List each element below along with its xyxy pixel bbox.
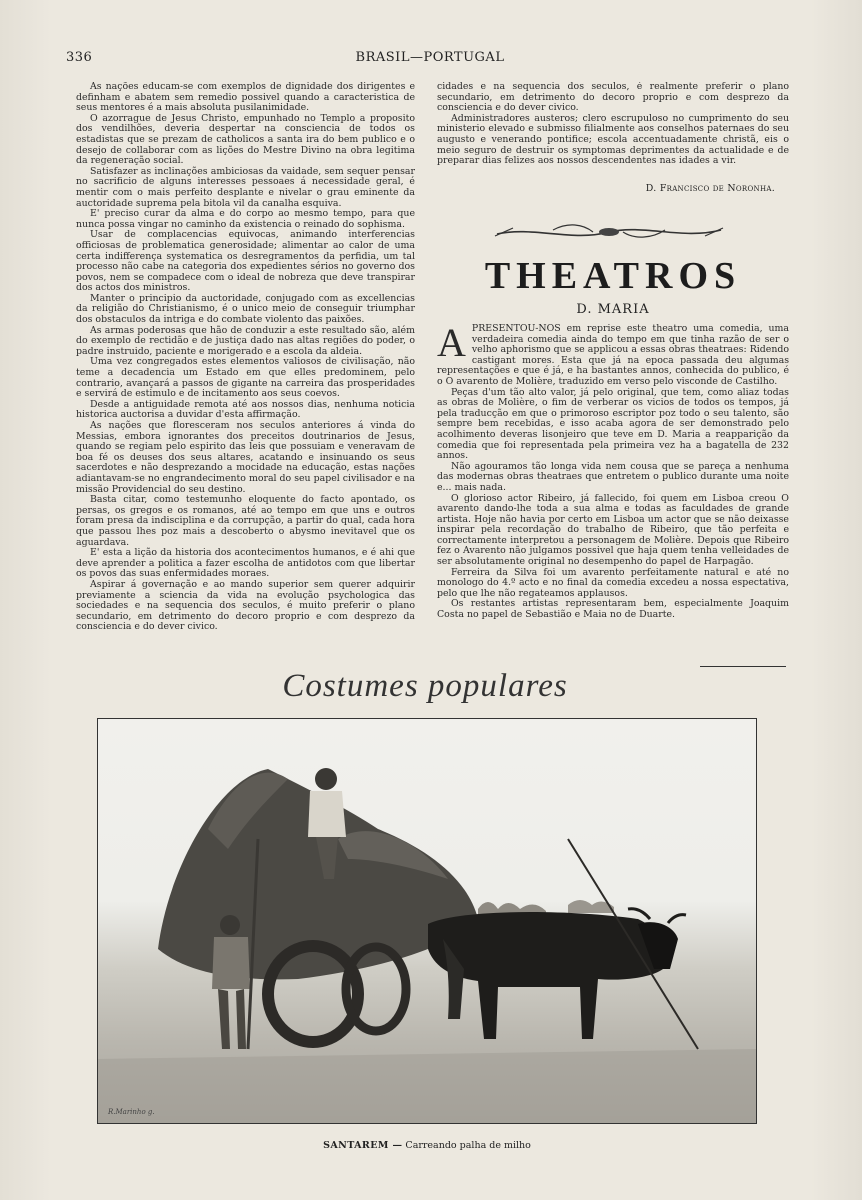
left-column: [76, 82, 415, 657]
paragraph: Aspirar á governação e ao mando superior sem querer adquirir previamente a sciencia da vida na evolução psychologica das sociedades e na sequencia dos seculos, é muito preferir o plano secundario, em detrimento do decoro proprio e com desprezo da consciencia e do dever civico.: [76, 578, 415, 633]
paragraph: Os restantes artistas representaram bem, especialmente Joaquim Costa no papel de Sebastião e Maia no de Duarte.: [437, 598, 789, 621]
paragraph: Desde a antiguidade remota até aos nossos dias, nenhuma noticia historica auctorisa a duvidar d'esta affirmação.: [76, 398, 415, 421]
ornament-flourish-icon: [493, 220, 725, 244]
paragraph: Não agouramos tão longa vida nem cousa que se pareça a nenhuma das modernas obras theatraes que entretem o publico durante uma noite e... mais nada.: [437, 460, 789, 493]
page-header: [60, 50, 800, 70]
paragraph-text: PRESENTOU-NOS em reprise este theatro uma comedia, uma verdadeira comedia ainda do tempo em que tinha razão de ser o velho aphorismo que se applicou a essas obras theatraes: Ridendo castigant mores. Esta que já na epoca passada deu algumas representações e que é já, e ha bastantes annos, conhecida do publico, é o O avarento de Molière, traduzido em verso pelo visconde de Castilho.: [437, 324, 789, 387]
banner-title: Costumes populares: [282, 668, 568, 704]
photograph: [97, 718, 757, 1124]
caption-text: Carreando palha de milho: [405, 1140, 531, 1151]
paragraph: Ferreira da Silva foi um avarento perfeitamente natural e até no monologo do 4.º acto e no final da comedia excedeu a nossa espectativa, pelo que lhe não regateamos applausos.: [437, 566, 789, 599]
paragraph: O azorrague de Jesus Christo, empunhado no Templo a proposito dos vendilhões, deveria despertar na consciencia de todos os estadistas que se prezam de catholicos a santa ira do bem publico e o desejo de collaborar com as lições do Mestre Divino na obra legitima da regeneração social.: [76, 112, 415, 167]
running-title: BRASIL—PORTUGAL: [355, 50, 505, 65]
author-signature: D. Francisco de Noronha.: [645, 183, 775, 194]
section-title: THEATROS: [484, 255, 742, 297]
paragraph: O glorioso actor Ribeiro, já fallecido, foi quem em Lisboa creou O avarento dando-lhe toda a sua alma e todas as faculdades de grande artista. Hoje não havia por certo em Lisboa um actor que se não deixasse inspirar pela recordação do trabalho de Ribeiro, que tão perfeita e correctamente interpretou a personagem de Molière. Depois que Ribeiro fez o Avarento não julgamos possivel que haja quem tenha velleidades de ser absolutamente original no desempenho do papel de Harpagão.: [437, 492, 789, 568]
right-column-continuation: [437, 82, 789, 192]
paragraph: Uma vez congregados estes elementos valiosos de civilisação, não teme a decadencia um Estado em que elles predominem, pelo contrario, avançará a passos de gigante na carreira das prosperidades e servirá de estimulo e de incitamento aos seus coevos.: [76, 356, 415, 400]
section-subtitle: D. MARIA: [576, 302, 650, 317]
paragraph: Manter o principio da auctoridade, conjugado com as excellencias da religião do Christianismo, é o unico meio de conseguir triumphar dos obstaculos da intriga e do combate violento das paixões.: [76, 292, 415, 326]
photo-credit: R.Marinho g.: [108, 1108, 155, 1116]
caption-place: SANTAREM —: [323, 1140, 403, 1151]
photo-caption: [97, 1140, 757, 1151]
theatre-article: [437, 324, 789, 656]
paragraph: Basta citar, como testemunho eloquente do facto apontado, os persas, os gregos e os romanos, até ao tempo em que uns e outros foram presa da indisciplina e da corrupção, a partir do qual, cada hora que passou lhes poz mais a descoberto o abysmo inevitavel que os aguardava.: [76, 494, 415, 548]
paragraph: [437, 324, 789, 388]
paragraph: cidades e na sequencia dos seculos, é realmente preferir o plano secundario, em detrimento do decoro proprio e com desprezo da consciencia e do dever civico.: [437, 82, 789, 114]
paragraph: As armas poderosas que hão de conduzir a este resultado são, além do exemplo de rectidão e de justiça dado nas altas regiões do poder, o padre instruido, paciente e morigerado e a escola da aldeia.: [76, 324, 415, 357]
paragraph: Administradores austeros; clero escrupuloso no cumprimento do seu ministerio elevado e submisso filialmente aos conselhos paternaes do seu augusto e venerando pontifice; escola accentuadamente christã, eis o meio seguro de destruir os symptomas deprimentes da actualidade e de preparar dias felizes aos nossos descendentes nas idades a vir.: [437, 112, 789, 167]
divider: [700, 666, 786, 667]
paragraph: E' preciso curar da alma e do corpo ao mesmo tempo, para que nunca possa vingar no caminho da existencia o reinado do sophisma.: [76, 208, 415, 230]
paragraph: As nações que floresceram nos seculos anteriores á vinda do Messias, embora ignorantes dos preceitos doutrinarios de Jesus, quando se regiam pelo espirito das leis que possuiam e veneravam de boa fé os deuses dos seus altares, acatando e insinuando os seus sacerdotes e não desprezando a mocidade na educação, estas nações adiantavam-se no engrandecimento moral do seu papel civilisador e na missão Providencial do seu destino.: [76, 420, 415, 495]
paragraph: As nações educam-se com exemplos de dignidade dos dirigentes e definham e abatem sem remedio possivel quando a caracteristica de seus mentores é a mais absoluta pusilanimidade.: [76, 82, 415, 114]
paragraph: Usar de complacencias equivocas, animando interferencias officiosas de problematica generosidade; alimentar ao calor de uma certa indifferença systematica os desregramentos da perfidia, um tal processo não cabe na categoria dos expedientes sérios no governo dos povos, nem se compadece com o ideal de nobreza que deve transpirar dos actos dos ministros.: [76, 229, 415, 294]
paragraph: E' esta a lição da historia dos acontecimentos humanos, e é ahi que deve aprender a politica a fazer escolha de antidotos com que libertar os povos das suas enfermidades moraes.: [76, 547, 415, 580]
paragraph: Satisfazer as inclinações ambiciosas da vaidade, sem sequer pensar no sacrificio de alguns interesses pessoaes á necessidade geral, é mentir com o mais perfeito desplante e nivelar o grau eminente da auctoridade suprema pela bitola vil da canalha esquiva.: [76, 165, 415, 209]
page-number: 336: [66, 50, 93, 65]
oxcart-illustration: [98, 719, 757, 1124]
paragraph: Peças d'um tão alto valor, já pelo original, que tem, como aliaz todas as obras de Molière, o fim de verberar os vicios de todos os tempos, já pela traducção em que o primoroso escriptor poz todo o seu talento, são sempre bem recebidas, e isso acaba agora de ser demonstrado pelo acolhimento deveras lisonjeiro que teve em D. Maria a reapparição da comedia que foi representada pela primeira vez ha a bagatella de 232 annos.: [437, 386, 789, 462]
dropcap: A: [437, 324, 466, 365]
